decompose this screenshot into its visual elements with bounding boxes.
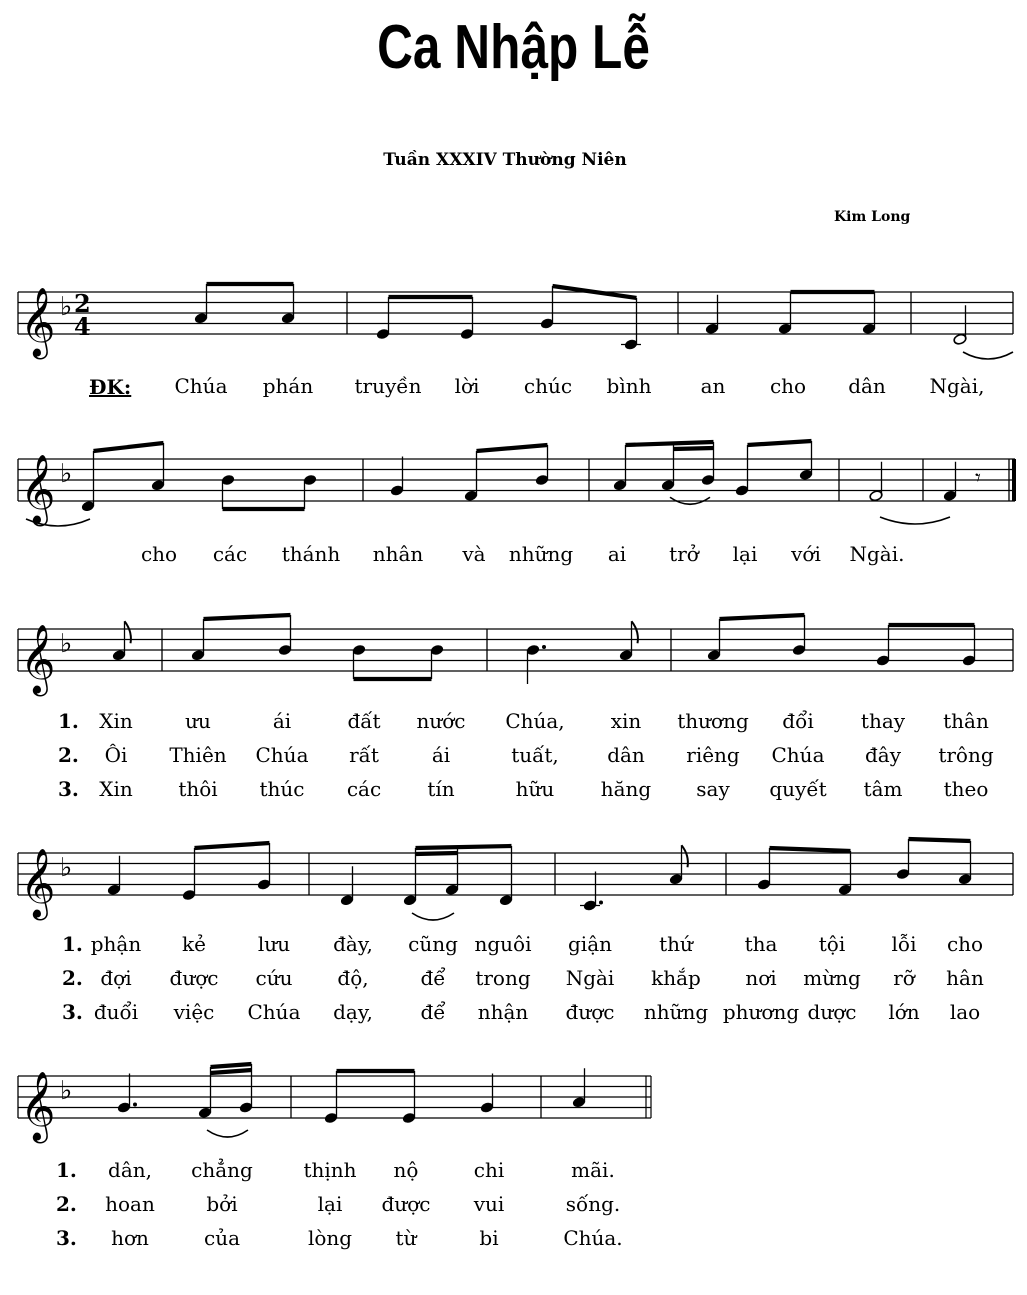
verse-lyric: cũng (408, 932, 458, 956)
verse-number: 2. (56, 1192, 77, 1216)
verse-lyric: trong (475, 966, 531, 990)
verse-lyric: quyết (769, 777, 827, 801)
verse-lyric: tội (818, 932, 846, 956)
verse-lyric: dân, (108, 1158, 152, 1182)
verse-lyric: riêng (686, 743, 740, 767)
verse-lyric: phận (90, 932, 142, 956)
verse-lyric: chẳng (191, 1158, 253, 1182)
chorus-lyric: nhân (372, 542, 424, 566)
beam (770, 848, 851, 851)
verse-lyric: thay (860, 709, 906, 733)
treble-clef-icon: 𝄞 (20, 848, 56, 918)
verse-lyric: nguôi (474, 932, 532, 956)
chorus-lyric: bình (606, 374, 652, 398)
verse-lyric: nước (416, 709, 466, 733)
verse-lyric: bi (479, 1226, 499, 1250)
chorus-lyric: thánh (281, 542, 341, 566)
verse-lyric: thương (677, 709, 749, 733)
final-barline (1012, 459, 1016, 501)
treble-clef-icon: 𝄞 (20, 287, 56, 357)
verse-number: 1. (56, 1158, 77, 1182)
flat-icon: ♭ (60, 1076, 73, 1106)
chorus-lyric: và (462, 542, 486, 566)
verse-lyric: tâm (863, 777, 903, 801)
beam (720, 615, 805, 619)
dot (542, 645, 546, 649)
verse-lyric: Chúa (255, 743, 309, 767)
verse-lyric: say (696, 777, 730, 801)
verse-lyric: tuất, (511, 743, 559, 767)
time-signature-bottom: 4 (74, 312, 91, 341)
chorus-lyric: chúc (523, 374, 573, 398)
chorus-lyric: truyền (354, 374, 422, 398)
verse-lyric: khắp (651, 966, 701, 990)
verse-lyric: việc (173, 1000, 215, 1024)
composer-name: Kim Long (834, 209, 911, 225)
verse-lyric: trông (938, 743, 994, 767)
treble-clef-icon: 𝄞 (20, 624, 56, 694)
time-signature-top: 2 (74, 289, 91, 318)
verse-lyric: theo (943, 777, 989, 801)
verse-lyric: đuổi (93, 1000, 139, 1024)
verse-lyric: ái (431, 743, 451, 767)
beam (94, 443, 164, 451)
chorus-label: ĐK: (89, 375, 132, 399)
verse-lyric: lớn (888, 1000, 920, 1024)
verse-lyric: đất (347, 709, 381, 733)
verse-lyric: lại (317, 1192, 343, 1216)
verse-lyric: lưu (257, 932, 291, 956)
flat-icon: ♭ (60, 292, 73, 322)
verse-lyric: thịnh (303, 1158, 357, 1182)
verse-lyric: Chúa (247, 1000, 301, 1024)
flat-icon: ♭ (60, 629, 73, 659)
tie (880, 517, 950, 524)
verse-lyric: thân (943, 709, 989, 733)
verse-lyric: Ôi (104, 743, 128, 767)
verse-number: 3. (58, 777, 79, 801)
verse-lyric: thúc (259, 777, 305, 801)
chorus-lyric: cho (140, 542, 178, 566)
verse-lyric: dạy, (333, 1000, 373, 1024)
verse-lyric: chi (473, 1158, 505, 1182)
chorus-lyric: với (791, 542, 821, 566)
beam (416, 853, 458, 854)
beam (211, 1070, 252, 1073)
verse-lyric: ưu (185, 709, 211, 733)
verse-lyric: Chúa, (505, 709, 565, 733)
verse-lyric: hơn (111, 1226, 149, 1250)
tie (963, 352, 1013, 359)
chorus-lyric: an (700, 374, 726, 398)
chorus-lyric: dân (848, 374, 886, 398)
verse-lyric: được (169, 966, 219, 990)
verse-lyric: hoan (105, 1192, 155, 1216)
chorus-lyric: Ngài. (849, 542, 905, 566)
verse-lyric: lỗi (891, 932, 917, 956)
verse-lyric: giận (567, 932, 613, 956)
beam (416, 846, 512, 848)
verse-lyric: ái (272, 709, 292, 733)
verse-lyric: Thiên (169, 743, 227, 767)
verse-lyric: rỡ (893, 966, 915, 990)
verse-lyric: những (643, 1000, 709, 1024)
flat-icon: ♭ (60, 853, 73, 883)
verse-lyric: đày, (333, 932, 373, 956)
treble-clef-icon: 𝄞 (20, 454, 56, 524)
chorus-lyric: Ngài, (929, 374, 985, 398)
beam (674, 448, 714, 449)
verse-lyric: dược (807, 1000, 857, 1024)
eighth-rest-icon: 𝄾 (975, 466, 981, 491)
verse-lyric: Ngài (565, 966, 615, 990)
verse-lyric: nhận (477, 1000, 529, 1024)
song-title: Ca Nhập Lễ (377, 13, 650, 82)
verse-lyric: Chúa (771, 743, 825, 767)
verse-number: 2. (58, 743, 79, 767)
verse-lyric: rất (349, 743, 379, 767)
verse-lyric: Xin (99, 777, 133, 801)
verse-lyric: sống. (565, 1192, 621, 1216)
verse-number: 3. (62, 1000, 83, 1024)
beam (748, 441, 812, 445)
dot (133, 1103, 137, 1107)
verse-lyric: đợi (100, 966, 132, 990)
verse-lyric: mừng (803, 966, 861, 990)
verse-lyric: lòng (307, 1226, 353, 1250)
verse-lyric: độ, (337, 966, 369, 990)
verse-number: 3. (56, 1226, 77, 1250)
verse-lyric: cho (946, 932, 984, 956)
chorus-lyric: những (508, 542, 574, 566)
verse-lyric: dân (607, 743, 645, 767)
dot (599, 901, 603, 905)
flat-icon: ♭ (60, 459, 73, 489)
verse-number: 2. (62, 966, 83, 990)
verse-lyric: xin (610, 709, 642, 733)
verse-lyric: của (203, 1226, 241, 1250)
chorus-lyric: các (212, 542, 248, 566)
verse-lyric: hữu (515, 777, 555, 801)
chorus-lyric: trở (669, 542, 699, 566)
verse-lyric: vui (473, 1192, 505, 1216)
verse-lyric: để (420, 966, 446, 990)
beam (204, 615, 291, 619)
verse-lyric: được (381, 1192, 431, 1216)
treble-clef-icon: 𝄞 (20, 1071, 56, 1141)
beam (477, 445, 548, 451)
verse-lyric: đổi (782, 709, 814, 733)
verse-lyric: tín (427, 777, 455, 801)
verse-lyric: kẻ (182, 932, 206, 956)
verse-lyric: để (420, 1000, 446, 1024)
verse-lyric: lao (949, 1000, 981, 1024)
liturgical-occasion: Tuần XXXIV Thường Niên (383, 150, 627, 170)
verse-lyric: hăng (600, 777, 652, 801)
verse-lyric: thôi (178, 777, 218, 801)
verse-lyric: các (346, 777, 382, 801)
verse-lyric: được (565, 1000, 615, 1024)
beam (195, 843, 270, 848)
verse-lyric: từ (395, 1226, 417, 1250)
chorus-lyric: phán (262, 374, 314, 398)
verse-number: 1. (62, 932, 83, 956)
chorus-lyric: Chúa (174, 374, 228, 398)
verse-lyric: Chúa. (563, 1226, 623, 1250)
tie (412, 913, 454, 920)
verse-lyric: Xin (99, 709, 133, 733)
verse-lyric: bởi (206, 1192, 238, 1216)
beam (211, 1064, 252, 1067)
chorus-lyric: cho (769, 374, 807, 398)
verse-lyric: cứu (255, 966, 293, 990)
verse-lyric: mãi. (571, 1158, 615, 1182)
verse-lyric: thứ (659, 932, 693, 956)
verse-number: 1. (58, 709, 79, 733)
chorus-lyric: lời (454, 374, 480, 398)
beam (626, 442, 714, 445)
chorus-lyric: lại (732, 542, 758, 566)
verse-lyric: nơi (745, 966, 777, 990)
verse-lyric: nộ (393, 1158, 419, 1182)
verse-lyric: hân (946, 966, 984, 990)
verse-lyric: đây (864, 743, 902, 767)
tie (207, 1130, 248, 1137)
verse-lyric: tha (744, 932, 778, 956)
verse-lyric: phương (722, 1000, 800, 1024)
beam (909, 839, 971, 841)
chorus-lyric: ai (607, 542, 627, 566)
